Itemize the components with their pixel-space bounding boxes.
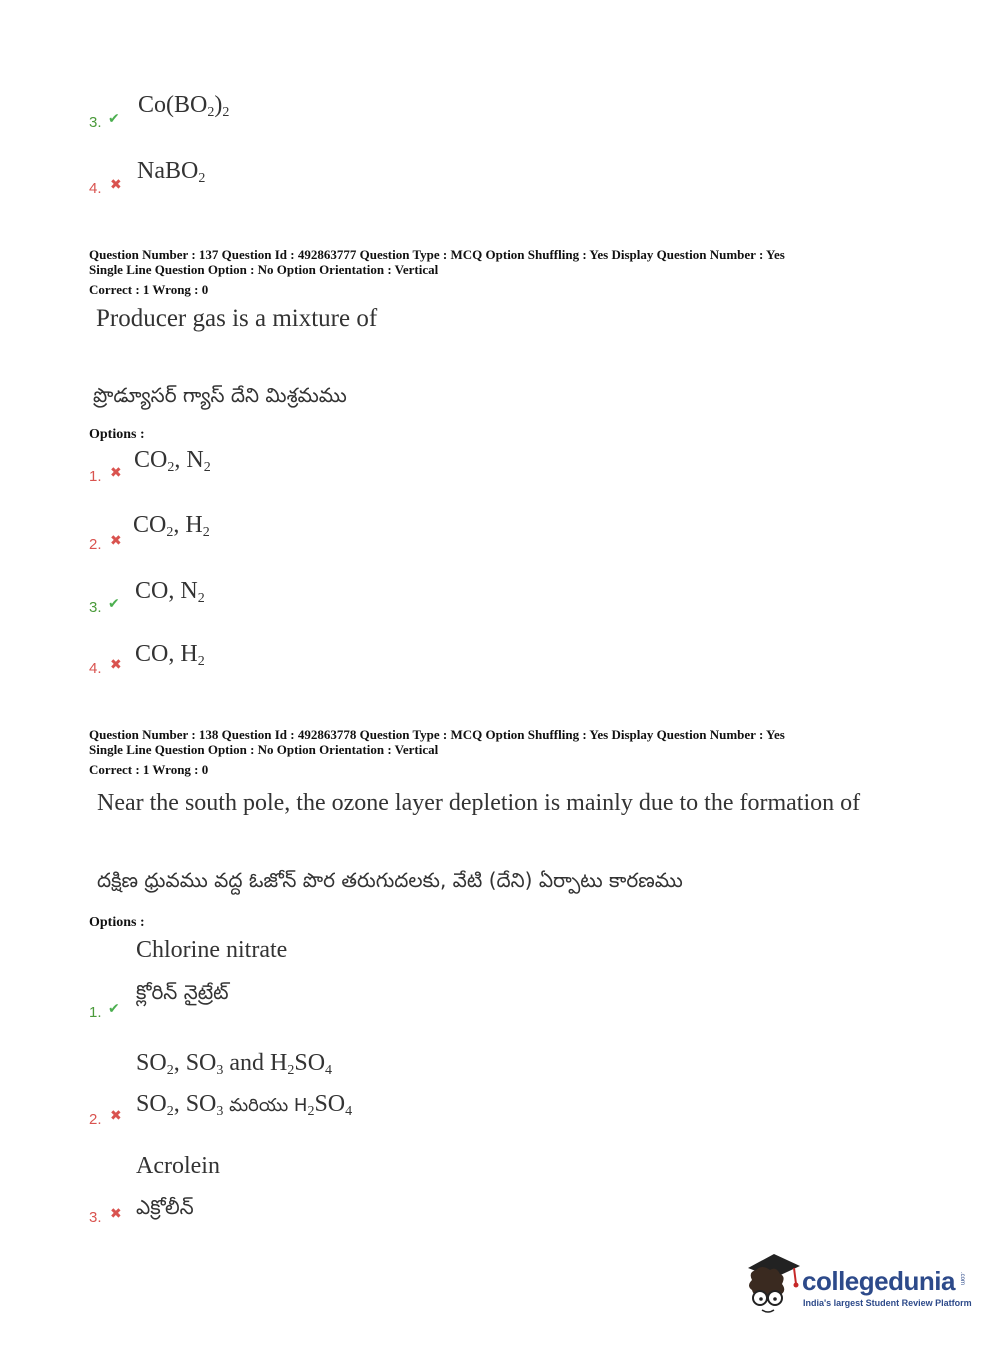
question-text-english: Near the south pole, the ozone layer depletion is mainly due to the formation of xyxy=(97,790,861,816)
correct-check-icon: ✔ xyxy=(108,1001,120,1017)
question-meta-line: Single Line Question Option : No Option Orientation : Vertical xyxy=(89,742,439,757)
question-text-english: Producer gas is a mixture of xyxy=(96,305,378,332)
wrong-cross-icon: ✖ xyxy=(110,533,122,549)
option-number: 4. xyxy=(89,180,102,197)
option-number: 2. xyxy=(89,536,102,553)
option-formula: CO, $H_2$ xyxy=(135,641,205,669)
option-number: 1. xyxy=(89,1004,102,1021)
wrong-cross-icon: ✖ xyxy=(110,1206,122,1222)
question-meta-line: Question Number : 138 Question Id : 492863778 Question Type : MCQ Option Shuffling : Yes Display Question Number : Yes xyxy=(89,727,785,742)
option-number: 3. xyxy=(89,1209,102,1226)
wrong-cross-icon: ✖ xyxy=(110,177,122,193)
option-number: 2. xyxy=(89,1111,102,1128)
option-formula: CO, $N_2$ xyxy=(135,578,205,606)
option-formula-telugu: $SO_2$, $SO_3$ మరియు $H_2SO_4$ xyxy=(136,1091,353,1119)
option-formula: $CO_2$, $N_2$ xyxy=(134,447,211,475)
option-number: 1. xyxy=(89,468,102,485)
brand-domain: .com xyxy=(959,1272,965,1286)
option-formula: $CO_2$, $H_2$ xyxy=(133,512,210,540)
correct-wrong-marks: Correct : 1 Wrong : 0 xyxy=(89,282,209,297)
wrong-cross-icon: ✖ xyxy=(110,657,122,673)
option-text-english: Chlorine nitrate xyxy=(136,937,288,963)
option-formula: NaBO$_2$ xyxy=(137,158,206,186)
brand-tagline: India's largest Student Review Platform xyxy=(803,1298,972,1308)
option-number: 3. xyxy=(89,599,102,616)
collegedunia-logo xyxy=(742,1250,972,1320)
options-label: Options : xyxy=(89,427,145,442)
option-text-telugu: క్లోరిన్ నైట్రేట్ xyxy=(136,980,229,1004)
brand-name: collegedunia xyxy=(802,1266,955,1296)
option-formula: $Co(BO_2)_2$ xyxy=(138,92,230,120)
question-text-telugu: దక్షిణ ధ్రువము వద్ద ఓజోన్ పొర తరుగుదలకు, వేటి (దేని) ఏర్పాటు కారణము xyxy=(97,868,683,892)
option-text-telugu: ఎక్రోలీన్ xyxy=(136,1195,194,1219)
wrong-cross-icon: ✖ xyxy=(110,465,122,481)
correct-check-icon: ✔ xyxy=(108,111,120,127)
question-meta-line: Single Line Question Option : No Option Orientation : Vertical xyxy=(89,262,439,277)
option-number: 3. xyxy=(89,114,102,131)
options-label: Options : xyxy=(89,915,145,930)
option-text-english: Acrolein xyxy=(136,1153,220,1179)
mascot-icon xyxy=(742,1250,802,1320)
option-number: 4. xyxy=(89,660,102,677)
question-meta-line: Question Number : 137 Question Id : 492863777 Question Type : MCQ Option Shuffling : Yes Display Question Number : Yes xyxy=(89,247,785,262)
correct-wrong-marks: Correct : 1 Wrong : 0 xyxy=(89,762,209,777)
option-formula-english: $SO_2$, $SO_3$ and $H_2SO_4$ xyxy=(136,1050,333,1078)
wrong-cross-icon: ✖ xyxy=(110,1108,122,1124)
correct-check-icon: ✔ xyxy=(108,596,120,612)
question-text-telugu: ప్రొడ్యూసర్ గ్యాస్ దేని మిశ్రమము xyxy=(93,383,347,407)
